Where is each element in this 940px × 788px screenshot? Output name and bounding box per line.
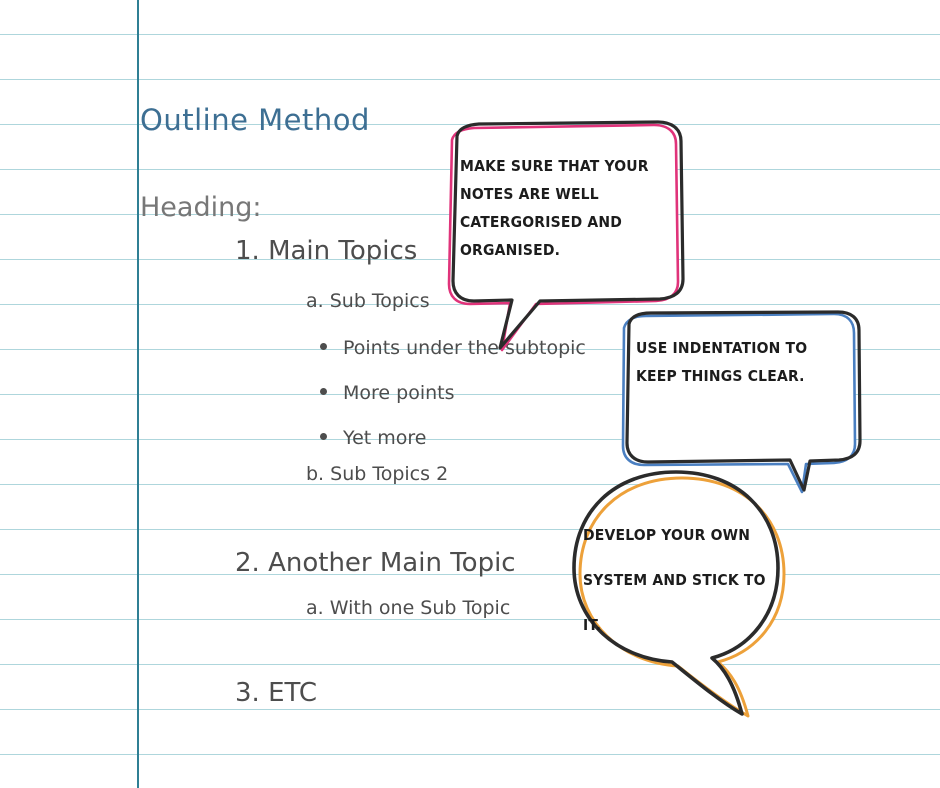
- list-item-label: Yet more: [343, 427, 427, 449]
- bubble-note-organised-text: MAKE SURE THAT YOUR NOTES ARE WELL CATERGORISED AND ORGANISED.: [460, 157, 649, 259]
- bubble-note-own-system-text: DEVELOP YOUR OWN SYSTEM AND STICK TO IT.: [583, 526, 766, 634]
- list-item: 3. ETC: [235, 678, 318, 708]
- heading-label: Heading:: [140, 192, 262, 223]
- list-item: 2. Another Main Topic: [235, 548, 516, 578]
- list-item: 1. Main Topics: [235, 236, 418, 266]
- list-item-label: More points: [343, 382, 455, 404]
- bubble-note-indentation-text: USE INDENTATION TO KEEP THINGS CLEAR.: [636, 339, 808, 385]
- list-item: a. With one Sub Topic: [306, 597, 511, 619]
- list-item: a. Sub Topics: [306, 290, 430, 312]
- list-item-label: Points under the subtopic: [343, 337, 586, 359]
- page-title: Outline Method: [140, 103, 370, 137]
- list-item: b. Sub Topics 2: [306, 463, 449, 485]
